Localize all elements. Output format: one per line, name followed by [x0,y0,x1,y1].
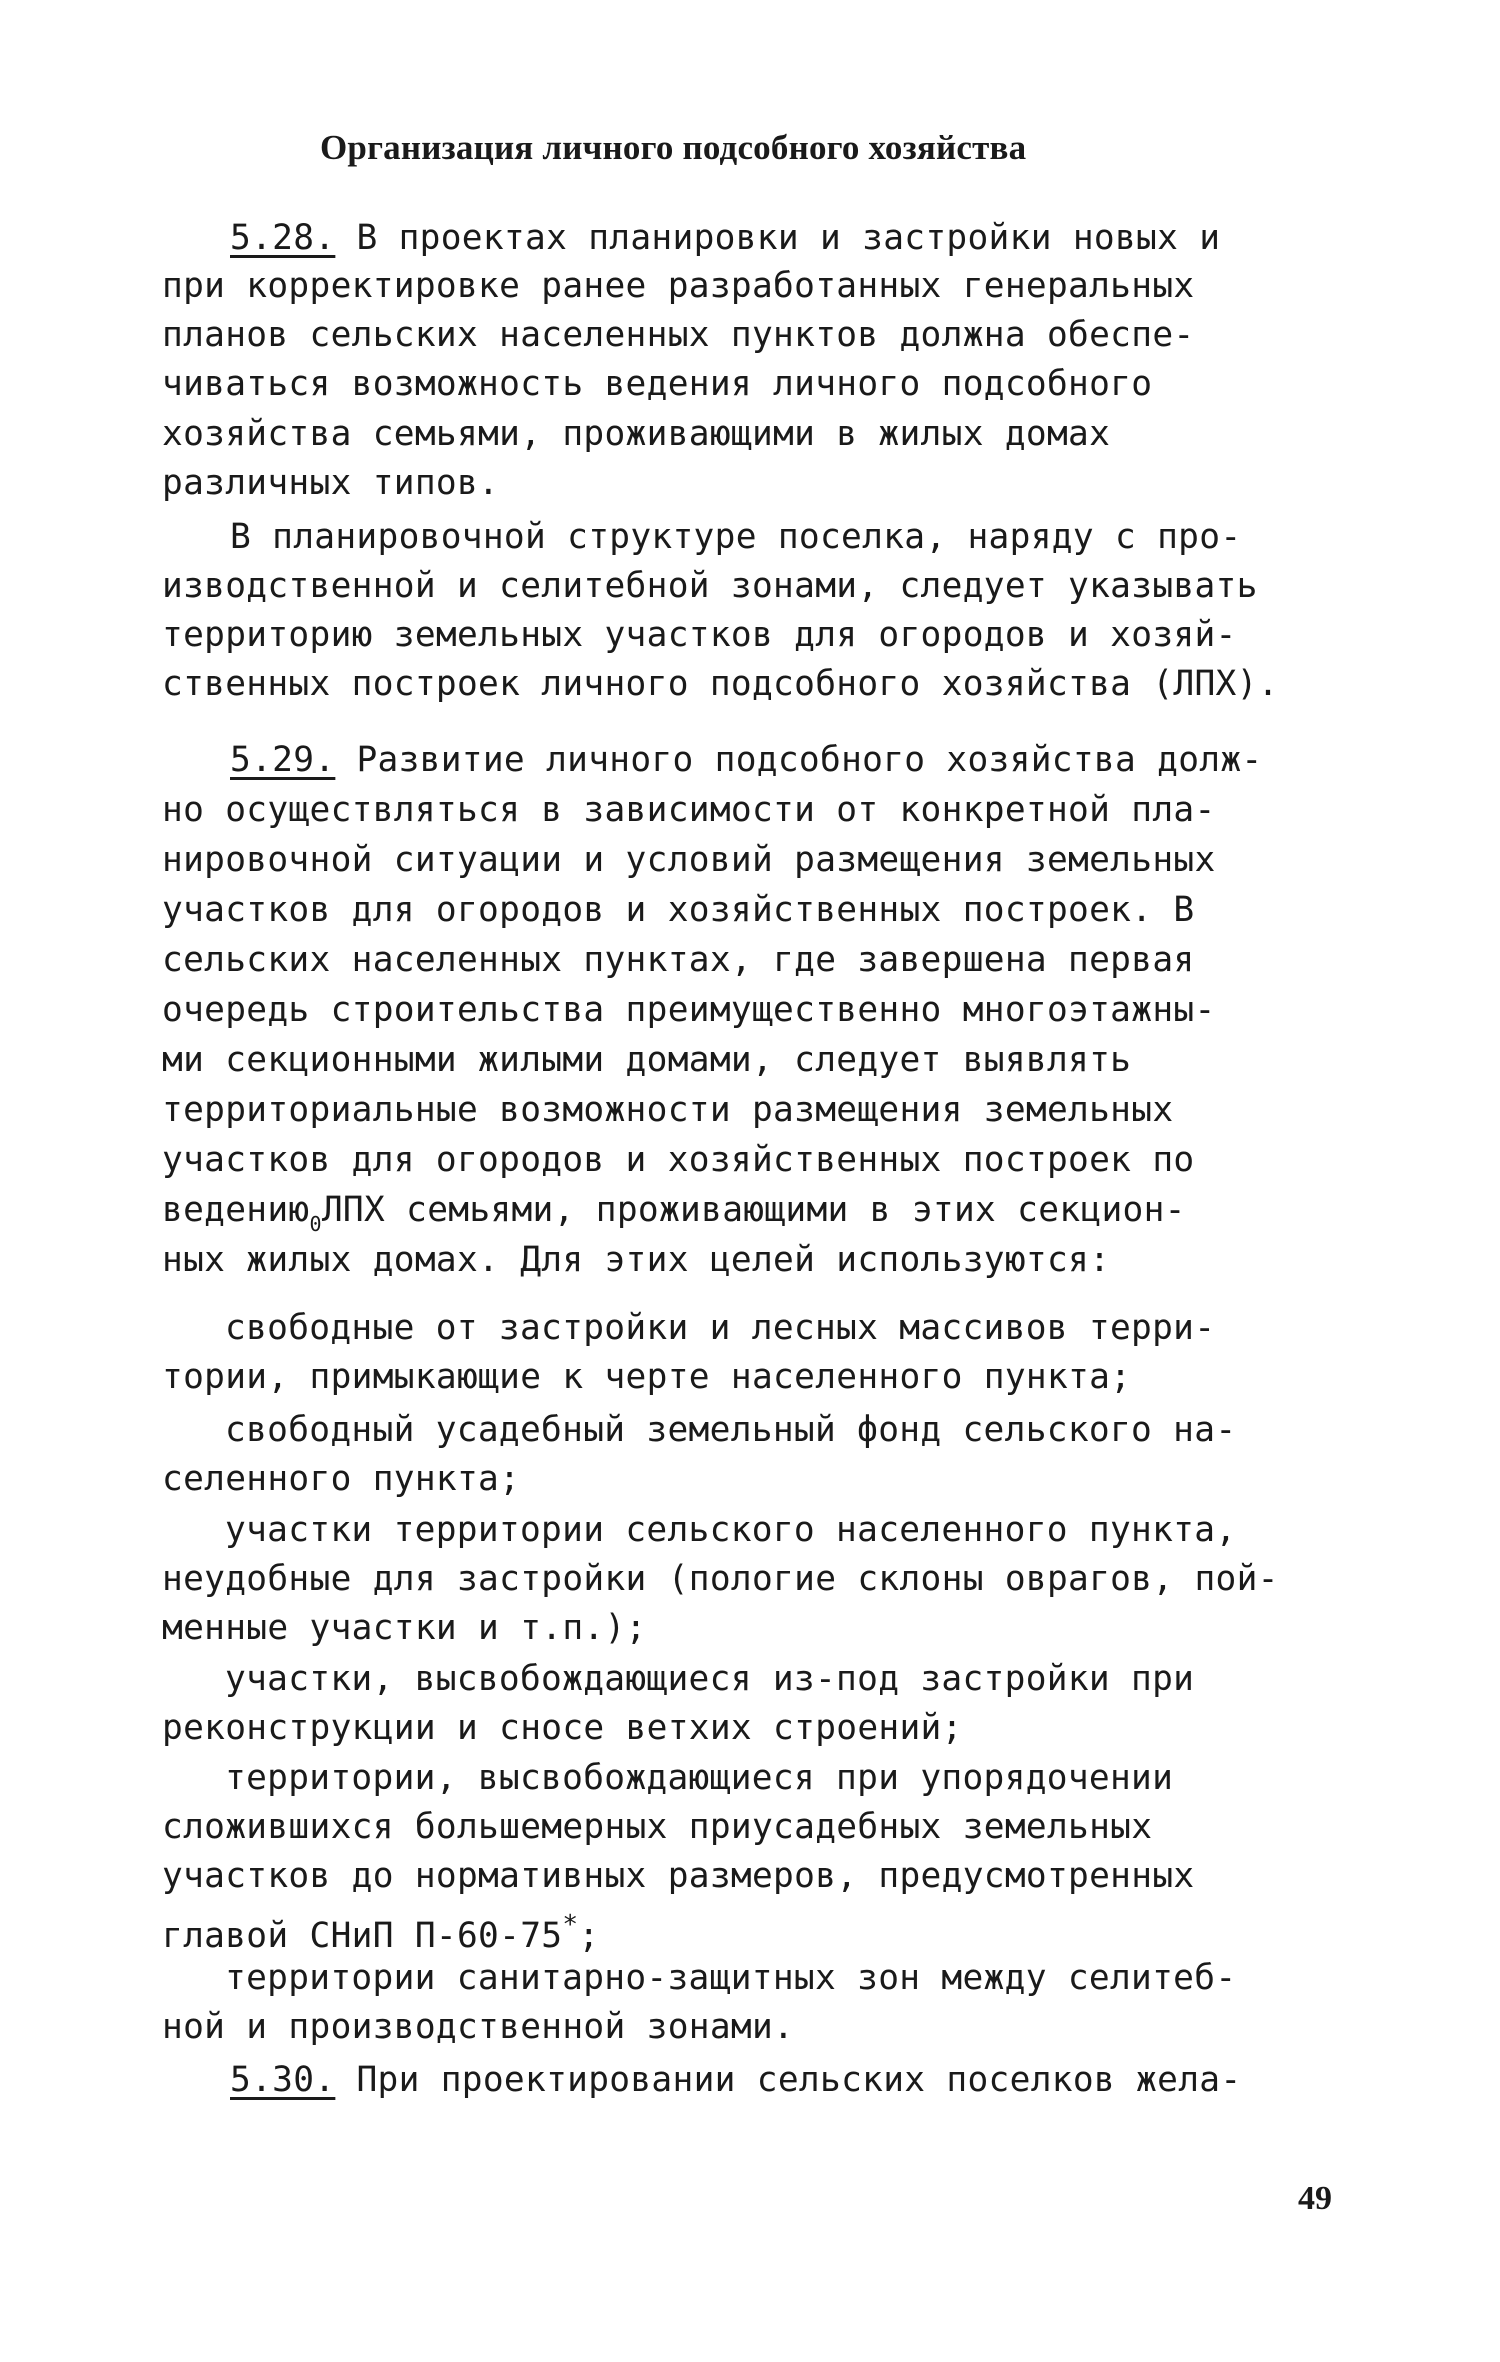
paragraph-line: 5.28. В проектах планировки и застройки новых и [230,218,1221,258]
paragraph-line: хозяйства семьями, проживающими в жилых домах [162,414,1111,454]
list-item-line: свободные от застройки и лесных массивов терри- [225,1308,1216,1348]
paragraph-line: различных типов. [162,463,500,503]
page-number: 49 [1298,2180,1332,2217]
paragraph-line: ных жилых домах. Для этих целей используются: [162,1240,1111,1280]
paragraph-line: 5.29. Развитие личного подсобного хозяйства долж- [230,740,1263,780]
list-item-line: сложившихся большемерных приусадебных земельных [162,1807,1153,1847]
paragraph-line: чиваться возможность ведения личного подсобного [162,364,1153,404]
paragraph-line: при корректировке ранее разработанных генеральных [162,266,1195,306]
clause-number-5-29: 5.29. [230,740,336,780]
list-item-line: неудобные для застройки (пологие склоны оврагов, пой- [162,1559,1279,1599]
clause-number-5-30: 5.30. [230,2060,336,2100]
paragraph-line: очередь строительства преимущественно многоэтажны- [162,990,1216,1030]
paragraph-line: ственных построек личного подсобного хозяйства (ЛПХ). [162,664,1279,704]
paragraph-line: изводственной и селитебной зонами, следует указывать [162,566,1258,606]
clause-number-5-28: 5.28. [230,218,336,258]
paragraph-line: ведению$_0$ЛПХ семьями, проживающими в этих секцион- [162,1190,1186,1236]
list-item-line: участки территории сельского населенного пункта, [225,1510,1237,1550]
section-heading: Организация личного подсобного хозяйства [320,128,1027,167]
paragraph-line: территорию земельных участков для огородов и хозяй- [162,615,1237,655]
list-item-line: свободный усадебный земельный фонд сельского на- [225,1410,1237,1450]
paragraph-line: нировочной ситуации и условий размещения земельных [162,840,1216,880]
paragraph-line: территориальные возможности размещения земельных [162,1090,1174,1130]
paragraph-line: ми секционными жилыми домами, следует выявлять [162,1040,1132,1080]
list-item-line: территории, высвобождающиеся при упорядочении [225,1758,1174,1798]
list-item-line: менные участки и т.п.); [162,1608,647,1648]
list-item-line: участков до нормативных размеров, предусмотренных [162,1856,1195,1896]
paragraph-line: участков для огородов и хозяйственных построек по [162,1140,1195,1180]
list-item-line: реконструкции и сносе ветхих строений; [162,1708,963,1748]
paragraph-line: В планировочной структуре поселка, наряду с про- [230,517,1242,557]
list-item-line: селенного пункта; [162,1459,521,1499]
paragraph-line: 5.30. При проектировании сельских поселков жела- [230,2060,1242,2100]
paragraph-line: сельских населенных пунктах, где завершена первая [162,940,1195,980]
paragraph-line: планов сельских населенных пунктов должна обеспе- [162,315,1195,355]
list-item-line: тории, примыкающие к черте населенного пункта; [162,1357,1132,1397]
list-item-line: участки, высвобождающиеся из-под застройки при [225,1659,1195,1699]
list-item-line: территории санитарно-защитных зон между селитеб- [225,1958,1237,1998]
list-item-line: ной и производственной зонами. [162,2007,795,2047]
paragraph-line: участков для огородов и хозяйственных построек. В [162,890,1195,930]
list-item-line: главой СНиП П-60-75*; [162,1910,600,1956]
paragraph-line: но осуществляться в зависимости от конкретной пла- [162,790,1216,830]
